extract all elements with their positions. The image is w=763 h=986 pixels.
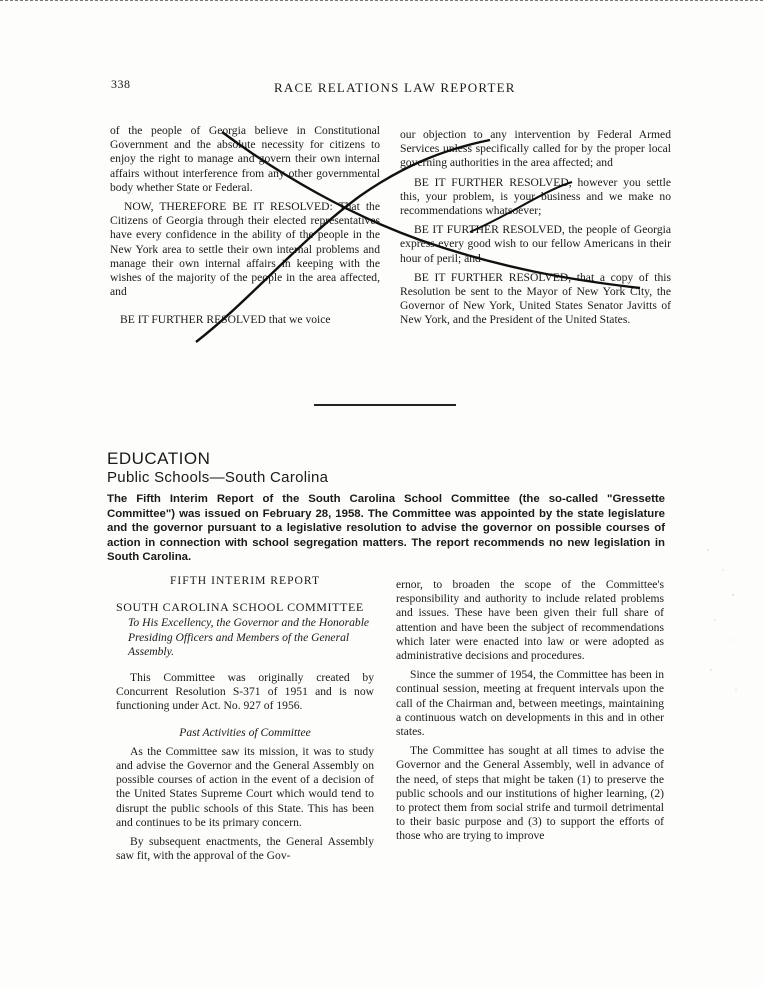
- paragraph: The Committee has sought at all times to advise the Governor and the General Assembly, well in advance of the need, of steps that might be taken (1) to preserve the public schools and our institutions of higher learning, (2) to protect them from social strife and turmoil detrimental to their basic purpose and (3) to support the efforts of those who are trying to improve: [396, 744, 664, 843]
- report-address: To His Excellency, the Governor and the Honorable Presiding Officers and Members of the General Assembly.: [128, 616, 370, 658]
- section-divider: [314, 404, 456, 406]
- section-intro: The Fifth Interim Report of the South Carolina School Committee (the so-called "Gressette Committee") was issued on February 28, 1958. The Committee was appointed by the state legislature and the governor pursuant to a legislative resolution to advise the governor on possible courses of action in connection with school segregation matters. The report recommends no new legislation in South Carolina.: [107, 493, 665, 564]
- paragraph: BE IT FURTHER RESOLVED, however you settle this, your problem, is your business and we make no recommendations whatsoever;: [400, 175, 671, 218]
- paragraph: BE IT FURTHER RESOLVED, that a copy of this Resolution be sent to the Mayor of New York City, the Governor of New York, United States Senator Javitts of New York, and the President of the United States.: [400, 270, 671, 327]
- paragraph: BE IT FURTHER RESOLVED that we voice: [120, 313, 331, 327]
- paragraph: Since the summer of 1954, the Committee has been in continual session, meeting at frequent intervals upon the call of the Chairman and, between meetings, maintaining a continuous watch on developments in this and in other states.: [396, 668, 664, 739]
- page-number: 338: [111, 77, 131, 91]
- paragraph: NOW, THEREFORE BE IT RESOLVED: That the Citizens of Georgia through their elected representatives have every confidence in the ability of the people in the New York area to settle their own internal problems and manage their own internal affairs in keeping with the wishes of the majority of the people in the area affected, and: [110, 200, 380, 299]
- report-right-column: [396, 578, 664, 844]
- paragraph: This Committee was originally created by Concurrent Resolution S-371 of 1951 and is now functioning under Act. No. 927 of 1956.: [116, 671, 374, 713]
- paragraph: our objection to any intervention by Federal Armed Services unless specifically called for by the proper local governing authorities in the area affected; and: [400, 128, 671, 170]
- scan-noise: [703, 540, 743, 700]
- report-subhead: Past Activities of Committee: [179, 725, 311, 739]
- section-subheading: Public Schools—South Carolina: [107, 469, 329, 486]
- resolution-right-column: [400, 128, 671, 328]
- committee-title: SOUTH CAROLINA SCHOOL COMMITTEE: [116, 600, 364, 615]
- paragraph: BE IT FURTHER RESOLVED, the people of Georgia express every good wish to our fellow Americans in their hour of peril; and: [400, 223, 671, 265]
- resolution-left-column: [110, 124, 380, 328]
- paragraph: of the people of Georgia believe in Constitutional Government and the absolute necessity for citizens to enjoy the right to manage and govern their own internal affairs without interference from any other governmental body whether State or Federal.: [110, 124, 380, 194]
- paragraph: As the Committee saw its mission, it was to study and advise the Governor and the General Assembly on possible courses of action in the event of a decision of the United States Supreme Court which would tend to disrupt the public schools of this State. This has been and continues to be its primary concern.: [116, 744, 374, 829]
- report-title: FIFTH INTERIM REPORT: [169, 574, 321, 587]
- page-top-edge: [0, 0, 763, 5]
- section-heading: EDUCATION: [107, 449, 211, 468]
- report-left-column: [116, 574, 374, 863]
- paragraph: By subsequent enactments, the General Assembly saw fit, with the approval of the Gov-: [116, 835, 374, 863]
- paragraph: ernor, to broaden the scope of the Committee's responsibility and authority to include related problems and issues. These have been given their full share of attention and have been the subject of recommendations which later were enacted into law or were adopted as administrative decisions and procedures.: [396, 578, 664, 663]
- running-title: RACE RELATIONS LAW REPORTER: [274, 80, 516, 95]
